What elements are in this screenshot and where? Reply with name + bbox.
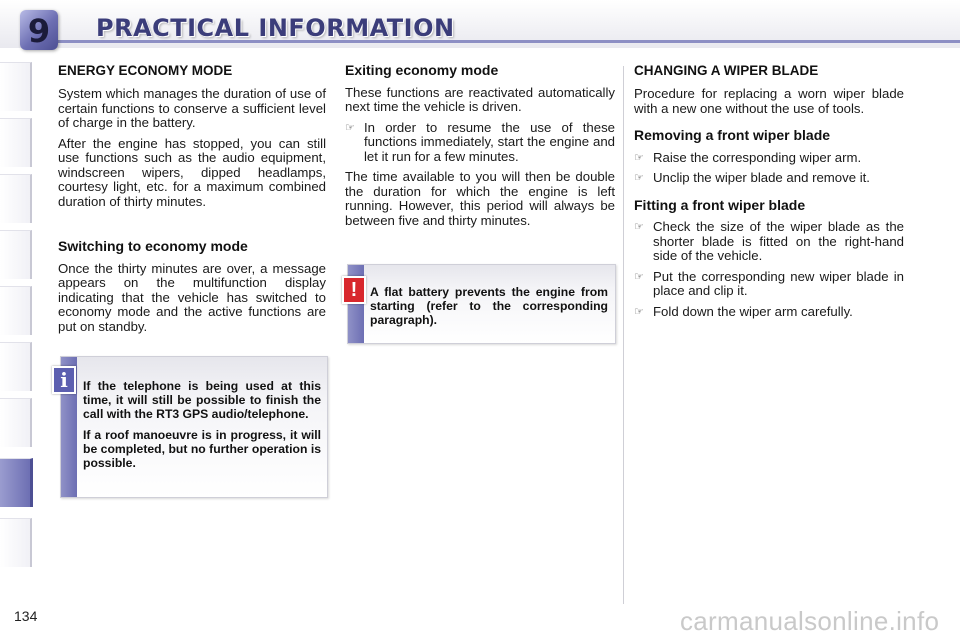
paragraph: The time available to you will then be double the duration for which the engine is left running. However, this period will always be between five and thirty minutes. [345, 169, 615, 228]
chapter-tab-5[interactable] [0, 286, 32, 335]
pointing-hand-icon: ☞ [634, 151, 644, 164]
warning-box-text [370, 285, 608, 334]
column-energy-economy [58, 63, 326, 340]
page-number: 134 [14, 608, 38, 624]
bullet-text: In order to resume the use of these functions immediately, start the engine and let it run for a few minutes. [364, 119, 615, 164]
pointing-hand-icon: ☞ [634, 221, 644, 233]
column-divider [623, 66, 624, 604]
paragraph: Procedure for replacing a worn wiper blade with a new one without the use of tools. [634, 86, 904, 116]
warning-box [347, 264, 616, 344]
bullet-text: Put the corresponding new wiper blade in place and clip it. [653, 268, 904, 298]
bullet-item [634, 270, 904, 299]
section-heading-energy-economy: ENERGY ECONOMY MODE [58, 63, 233, 78]
info-box [60, 356, 328, 498]
bullet-text: Check the size of the wiper blade as the shorter blade is fitted on the right-hand side of the vehicle. [653, 219, 904, 263]
chapter-tab-9-active[interactable] [0, 458, 33, 507]
subheading-switching-economy: Switching to economy mode [58, 238, 248, 254]
chapter-badge [20, 10, 58, 50]
page-title: PRACTICAL INFORMATION [96, 14, 455, 42]
pointing-hand-icon: ☞ [345, 121, 355, 134]
bullet-text: Raise the corresponding wiper arm. [653, 149, 862, 165]
warning-note: A flat battery prevents the engine from starting (refer to the corresponding paragraph). [370, 285, 608, 327]
paragraph: System which manages the duration of use of certain functions to conserve a sufficient level of charge in the battery. [58, 86, 326, 130]
pointing-hand-icon: ☞ [634, 305, 644, 318]
bullet-text: Unclip the wiper blade and remove it. [653, 170, 870, 185]
paragraph: These functions are reactivated automatically next time the vehicle is driven. [345, 84, 615, 114]
bullet-item [634, 220, 904, 264]
chapter-tab-7[interactable] [0, 398, 32, 447]
pointing-hand-icon: ☞ [634, 172, 644, 184]
bullet-item [634, 151, 904, 166]
bullet-item [634, 305, 904, 320]
chapter-tab-4[interactable] [0, 230, 32, 279]
warning-icon: ! [342, 276, 366, 304]
subheading-removing-wiper: Removing a front wiper blade [634, 127, 831, 143]
chapter-tab-2[interactable] [0, 118, 32, 167]
info-icon: i [52, 366, 76, 394]
info-note: If the telephone is being used at this time, it will still be possible to finish the call with the RT3 GPS audio/telephone. [83, 379, 321, 421]
bullet-text: Fold down the wiper arm carefully. [653, 303, 853, 319]
chapter-number: 9 [27, 12, 51, 50]
subheading-exiting-economy: Exiting economy mode [345, 62, 499, 78]
info-box-text [83, 379, 321, 477]
chapter-tab-3[interactable] [0, 174, 32, 223]
subheading-fitting-wiper: Fitting a front wiper blade [634, 196, 806, 213]
bullet-item [345, 121, 615, 165]
paragraph: Once the thirty minutes are over, a message appears on the multifunction display indicating that the vehicle has switched to economy mode and the active functions are put on standby. [58, 260, 326, 334]
column-exiting-economy [345, 63, 615, 234]
bullet-item [634, 171, 904, 186]
chapter-tab-6[interactable] [0, 342, 32, 391]
paragraph: After the engine has stopped, you can still use functions such as the audio equipment, windscreen wipers, dipped headlamps, courtesy light, etc. for a maximum combined duration of thirty minutes. [58, 135, 326, 209]
watermark: carmanualsonline.info [680, 606, 940, 636]
chapter-tab-10[interactable] [0, 518, 32, 567]
chapter-tabs [0, 62, 34, 574]
section-heading-wiper-blade: CHANGING A WIPER BLADE [634, 63, 819, 78]
info-note: If a roof manoeuvre is in progress, it will be completed, but no further operation is possible. [83, 428, 321, 470]
chapter-tab-1[interactable] [0, 62, 32, 111]
column-wiper-blade [634, 63, 904, 325]
pointing-hand-icon: ☞ [634, 270, 644, 283]
